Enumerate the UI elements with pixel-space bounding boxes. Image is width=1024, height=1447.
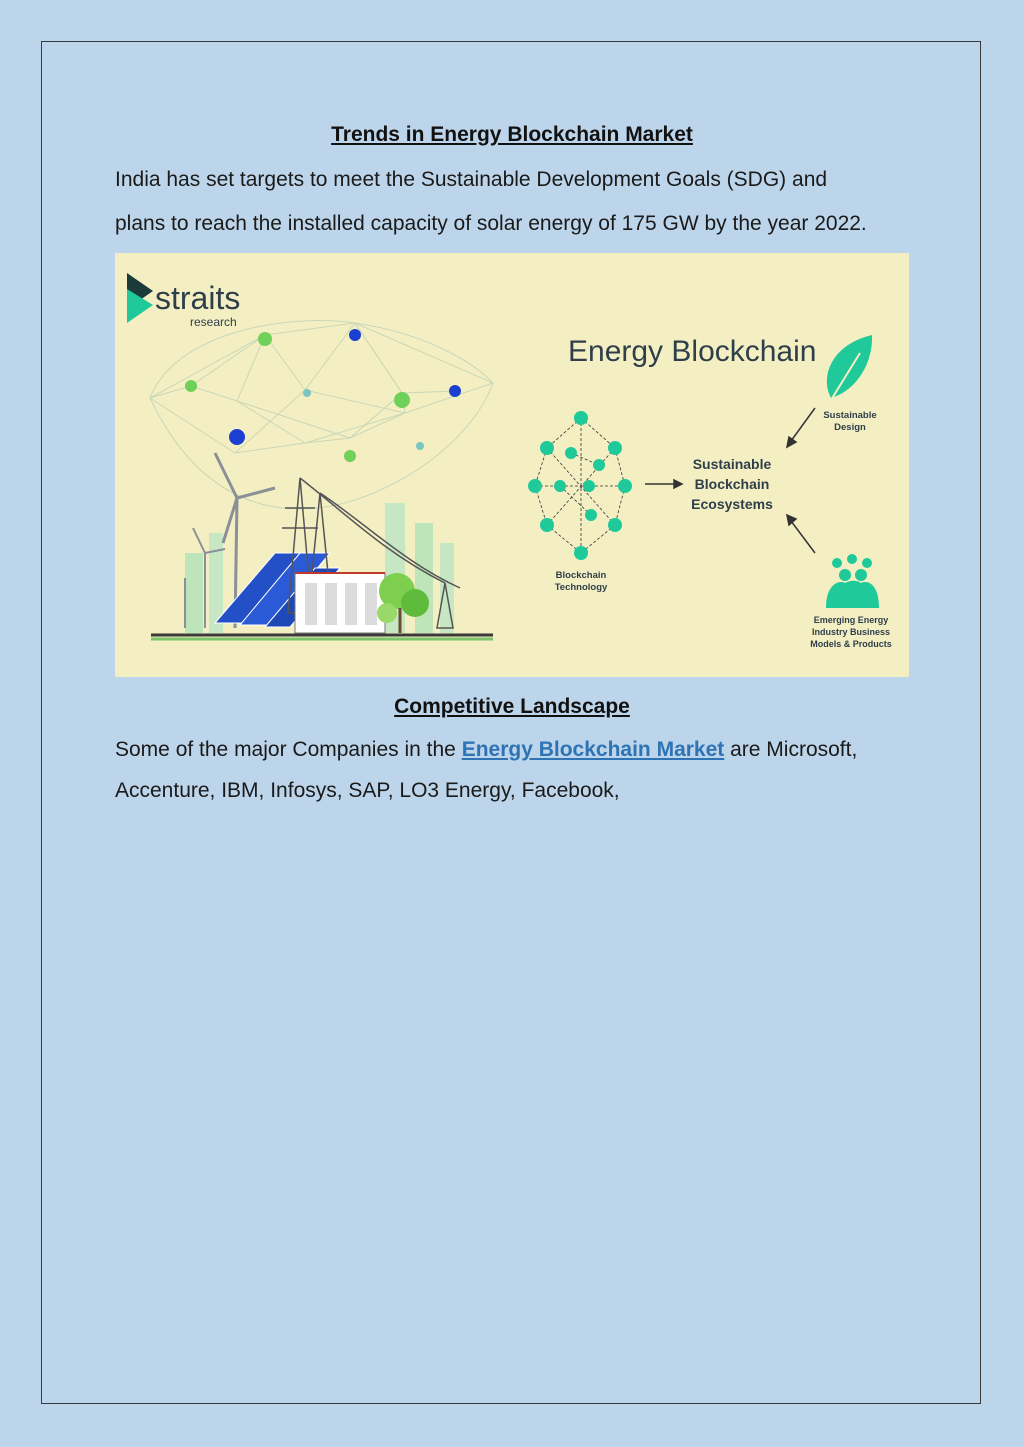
- network-icon: [528, 411, 632, 560]
- center-label-line-2: Blockchain: [694, 476, 770, 492]
- competitive-paragraph-line-1: [115, 738, 857, 762]
- left-label-line-1: Blockchain: [555, 570, 607, 581]
- competitive-paragraph-line-2: Accenture, IBM, Infosys, SAP, LO3 Energy, Facebook,: [115, 779, 620, 802]
- trends-paragraph-line-2: plans to reach the installed capacity of solar energy of 175 GW by the year 2022.: [115, 212, 867, 235]
- bottom-label-line-3: Models & Products: [810, 639, 892, 649]
- top-label-line-2: Design: [834, 422, 866, 433]
- bottom-label-line-2: Industry Business: [811, 627, 891, 637]
- trends-paragraph-line-1: India has set targets to meet the Sustainable Development Goals (SDG) and: [115, 168, 828, 191]
- network-nodes: [185, 329, 461, 462]
- energy-blockchain-market-link[interactable]: Energy Blockchain Market: [461, 738, 725, 761]
- section-title-competitive: Competitive Landscape: [394, 695, 630, 718]
- brand-sub: research: [190, 315, 237, 329]
- brand-name: straits: [155, 280, 241, 316]
- center-label-line-1: Sustainable: [692, 456, 772, 472]
- straits-logo: [127, 273, 240, 329]
- infographic-title: Energy Blockchain: [568, 335, 817, 368]
- people-group-icon: [826, 554, 879, 608]
- competitive-prefix: Some of the major Companies in the: [115, 738, 462, 761]
- bottom-label-line-1: Emerging Energy: [813, 615, 889, 625]
- energy-blockchain-infographic: [115, 253, 909, 677]
- substation-building: [295, 573, 385, 633]
- section-title-trends: Trends in Energy Blockchain Market: [331, 123, 693, 146]
- page-border: [41, 41, 981, 1404]
- center-label-line-3: Ecosystems: [691, 496, 773, 512]
- left-label-line-2: Technology: [554, 582, 608, 593]
- leaf-icon: [827, 335, 872, 400]
- competitive-suffix: are Microsoft,: [724, 738, 858, 761]
- network-mesh: [150, 321, 493, 509]
- top-label-line-1: Sustainable: [823, 410, 877, 421]
